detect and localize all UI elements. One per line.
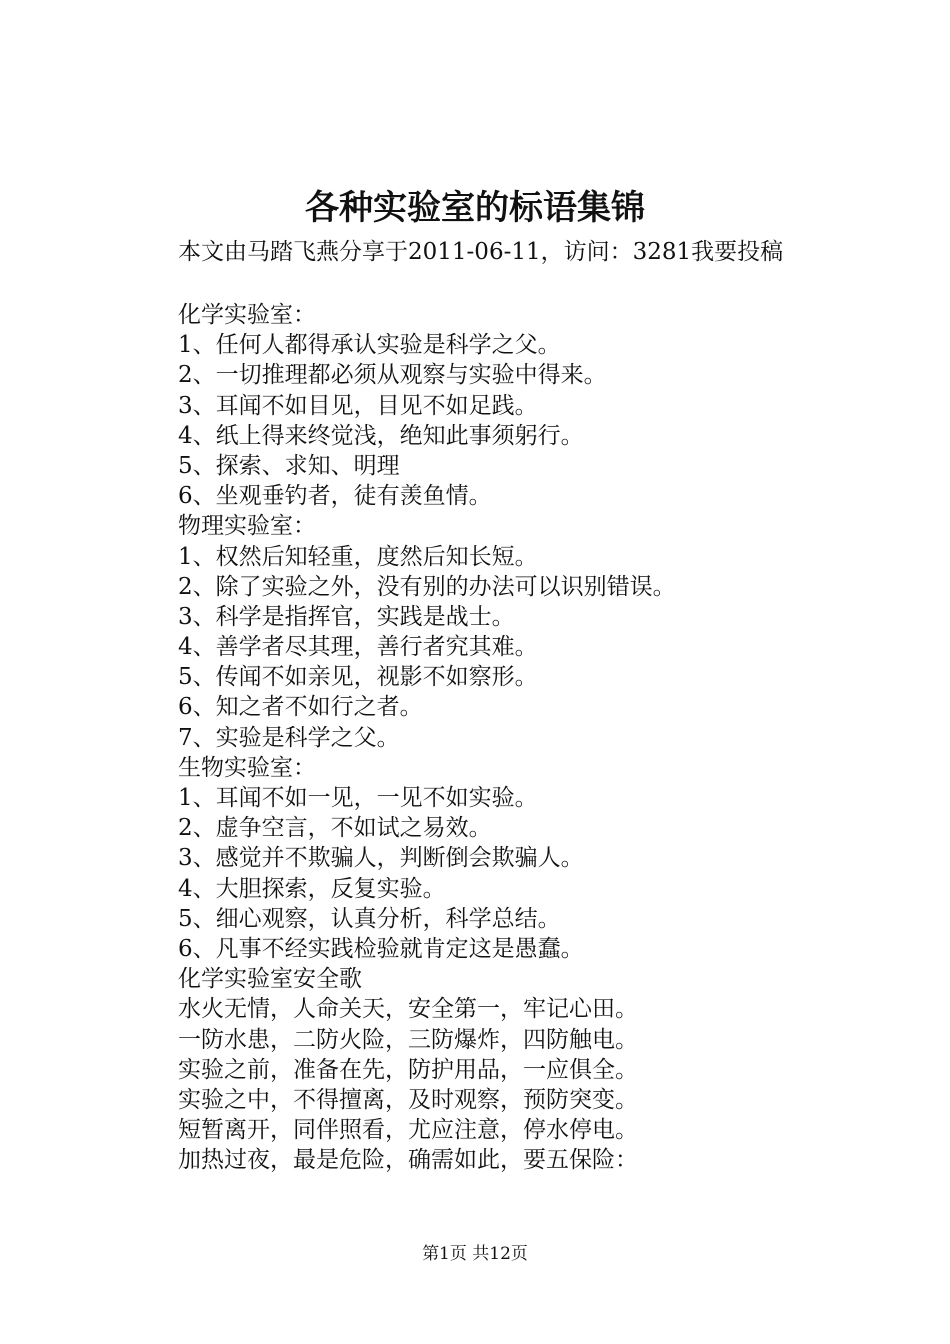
section-heading-chemistry: 化学实验室： <box>178 302 316 328</box>
body-line: 加热过夜，最是危险，确需如此，要五保险： <box>178 1147 638 1174</box>
body-line: 实验之中，不得擅离，及时观察，预防突变。 <box>178 1086 638 1113</box>
body-line: 1、权然后知轻重，度然后知长短。 <box>178 543 538 570</box>
body-line: 实验之前，准备在先，防护用品，一应俱全。 <box>178 1056 638 1083</box>
body-line: 2、除了实验之外，没有别的办法可以识别错误。 <box>178 573 676 600</box>
body-line: 6、坐观垂钓者，徒有羡鱼情。 <box>178 483 492 510</box>
body-line: 7、实验是科学之父。 <box>178 724 400 751</box>
body-line: 3、感觉并不欺骗人，判断倒会欺骗人。 <box>178 845 584 872</box>
body-line: 4、大胆探索，反复实验。 <box>178 875 446 902</box>
body-line: 6、知之者不如行之者。 <box>178 694 423 721</box>
document-body <box>178 300 878 1175</box>
page-footer: 第1页 共12页 <box>422 1244 528 1264</box>
body-line: 2、虚争空言，不如试之易效。 <box>178 815 492 842</box>
body-line: 一防水患，二防火险，三防爆炸，四防触电。 <box>178 1026 638 1053</box>
body-line: 水火无情，人命关天，安全第一，牢记心田。 <box>178 996 638 1023</box>
body-line: 1、耳闻不如一见，一见不如实验。 <box>178 785 538 811</box>
section-heading-biology: 生物实验室： <box>178 754 316 781</box>
body-line: 3、耳闻不如目见，目见不如足践。 <box>178 392 538 419</box>
section-heading-safety-song: 化学实验室安全歌 <box>178 966 362 993</box>
body-line: 4、纸上得来终觉浅，绝知此事须躬行。 <box>178 422 584 449</box>
body-line: 2、一切推理都必须从观察与实验中得来。 <box>178 362 607 389</box>
body-line: 4、善学者尽其理，善行者究其难。 <box>178 634 538 661</box>
body-line: 3、科学是指挥官，实践是战士。 <box>178 603 515 630</box>
body-line: 1、任何人都得承认实验是科学之父。 <box>178 332 561 359</box>
body-line: 短暂离开，同伴照看，尤应注意，停水停电。 <box>178 1117 638 1144</box>
article-meta: 本文由马踏飞燕分享于2011-06-11，访问：3281我要投稿 <box>178 239 784 265</box>
body-line: 5、探索、求知、明理 <box>178 452 400 479</box>
body-line: 6、凡事不经实践检验就肯定这是愚蠢。 <box>178 935 584 962</box>
page-title: 各种实验室的标语集锦 <box>305 188 645 228</box>
section-heading-physics: 物理实验室： <box>178 513 316 540</box>
body-line: 5、传闻不如亲见，视影不如察形。 <box>178 664 538 691</box>
body-line: 5、细心观察，认真分析，科学总结。 <box>178 905 561 932</box>
